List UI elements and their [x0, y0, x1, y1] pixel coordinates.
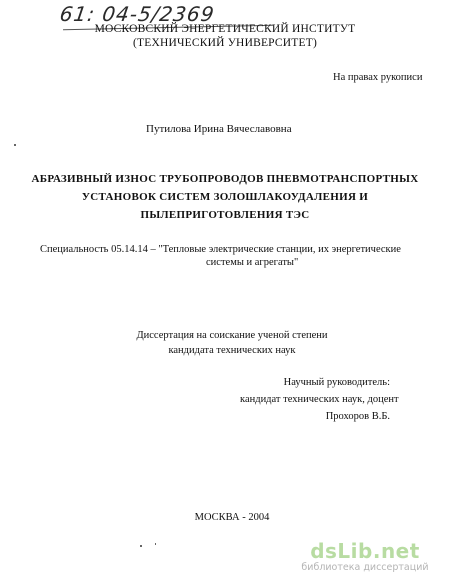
supervisor-degree: кандидат технических наук, доцент: [240, 394, 399, 405]
degree-line-2: кандидата технических наук: [168, 345, 296, 356]
handwritten-archive-number: 61: 04-5/2369: [58, 2, 217, 26]
city-year: МОСКВА - 2004: [194, 512, 270, 523]
title-line-3: ПЫЛЕПРИГОТОВЛЕНИЯ ТЭС: [140, 209, 310, 221]
specialty-line-1: Специальность 05.14.14 – "Тепловые электрические станции, их энергетические: [40, 244, 401, 255]
supervisor-label: Научный руководитель:: [283, 377, 390, 388]
title-line-1: АБРАЗИВНЫЙ ИЗНОС ТРУБОПРОВОДОВ ПНЕВМОТРАНСПОРТНЫХ: [31, 173, 419, 185]
dissertation-title: [0, 170, 450, 224]
author-name: Путилова Ирина Вячеславовна: [146, 123, 292, 135]
title-line-2: УСТАНОВОК СИСТЕМ ЗОЛОШЛАКОУДАЛЕНИЯ И: [81, 191, 369, 203]
institute-header: [0, 22, 450, 50]
scan-speck: [14, 144, 16, 146]
dslib-watermark: [290, 540, 440, 574]
institute-subtitle: (ТЕХНИЧЕСКИЙ УНИВЕРСИТЕТ): [133, 37, 317, 49]
supervisor-name: Прохоров В.Б.: [325, 411, 390, 422]
manuscript-rights-note: На правах рукописи: [333, 72, 423, 83]
scan-speck: [140, 545, 142, 547]
watermark-tagline: библиотека диссертаций: [301, 562, 429, 573]
watermark-logo: dsLib.net: [310, 539, 420, 563]
degree-line-1: Диссертация на соискание ученой степени: [136, 330, 328, 341]
scan-speck: [155, 543, 156, 545]
institute-name: МОСКОВСКИЙ ЭНЕРГЕТИЧЕСКИЙ ИНСТИТУТ: [94, 23, 356, 35]
degree-statement: [0, 328, 450, 358]
supervisor-block: [240, 374, 399, 425]
specialty-line-2: системы и агрегаты": [206, 257, 299, 268]
